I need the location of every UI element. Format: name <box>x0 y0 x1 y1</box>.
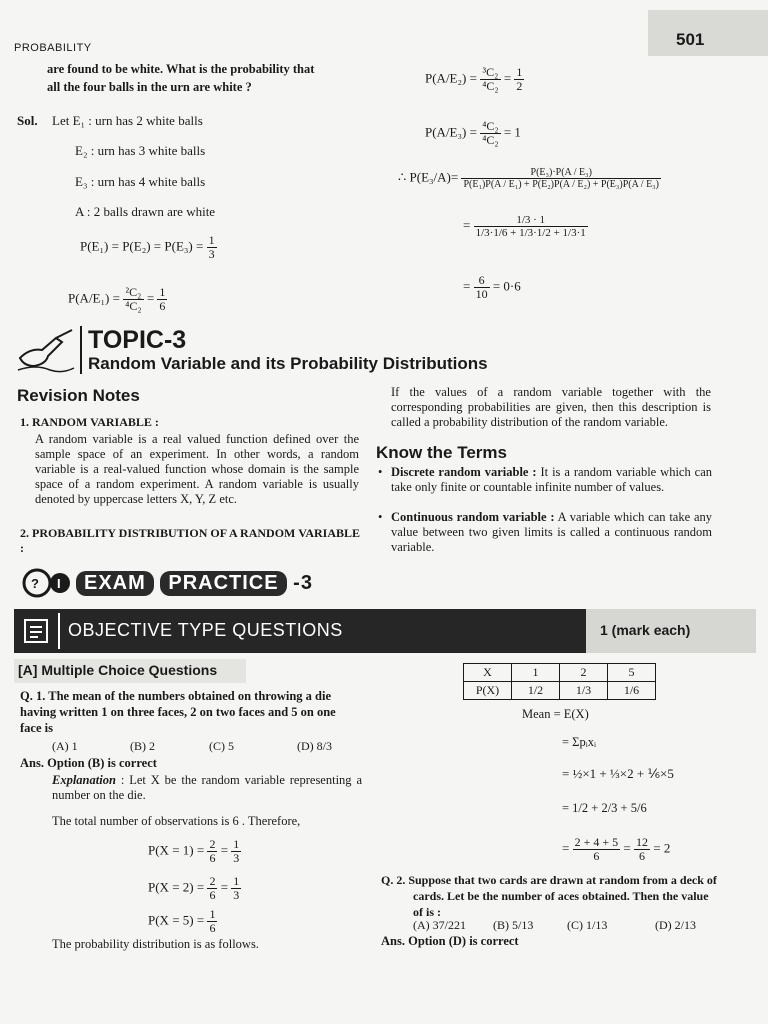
know-terms-heading: Know the Terms <box>376 443 507 462</box>
frac-num: 6 <box>474 274 490 288</box>
practice-label: PRACTICE <box>160 571 286 596</box>
equals: = <box>220 842 229 858</box>
distribution-follows: The probability distribution is as follows. <box>52 937 259 951</box>
mean-line: Mean = E(X) <box>522 707 589 721</box>
frac-num: 2 <box>209 874 216 888</box>
frac-num: 2 + 4 + 5 <box>574 835 619 849</box>
px1-frac <box>207 838 217 865</box>
page-number: 501 <box>676 30 705 49</box>
frac-num: ³C₂ <box>480 66 500 80</box>
bar-divider <box>58 613 60 649</box>
frac-den: 2 <box>516 79 523 94</box>
px5-frac <box>207 908 217 935</box>
event-e2: E₂ : urn has 3 white balls <box>75 143 206 158</box>
objective-bar-title: OBJECTIVE TYPE QUESTIONS <box>68 620 343 640</box>
frac-num: P(E₃)·P(A / E₃) <box>461 167 661 179</box>
bayes-step-2 <box>463 214 588 239</box>
explanation-label: Explanation <box>52 773 116 787</box>
frac-den: 3 <box>233 888 240 903</box>
exam-practice-badge-icon <box>22 568 72 598</box>
marks-label: 1 (mark each) <box>600 622 691 638</box>
bayes-step-3 <box>463 274 521 301</box>
bullet: • <box>378 465 383 479</box>
question-2: Q. 2. Suppose that two cards are drawn at random from a deck of cards. Let be the number of aces obtained. Then the value of is : <box>381 873 717 919</box>
bayes-fraction <box>461 167 661 190</box>
term-discrete-label: Discrete random variable : <box>391 465 537 479</box>
term-continuous <box>378 510 712 555</box>
option-b: (B) 5/13 <box>493 918 534 932</box>
frac-den: 6 <box>209 888 216 903</box>
px1-lhs: P(X = 1) = <box>148 842 205 858</box>
sum-line: = Σpᵢxᵢ <box>562 735 597 749</box>
equals: = <box>146 290 155 306</box>
mcq-heading: [A] Multiple Choice Questions <box>18 662 218 678</box>
frac-den: 3 <box>208 247 215 262</box>
exam-practice-title <box>76 571 313 596</box>
random-variable-text: A random variable is a real valued function defined over the sample space of an experiment. In other words, a random variable is a real-valued function whose domain is the sample space of a random experiment. A random variable is usually denoted by uppercase letters X, Y, Z etc. <box>35 432 359 506</box>
option-c: (C) 1/13 <box>567 918 608 932</box>
expand-line: = ½×1 + ⅓×2 + ⅙×5 <box>562 766 674 781</box>
px5-line <box>148 908 217 935</box>
frac-num: 1 <box>233 874 240 888</box>
event-e3: E₃ : urn has 4 white balls <box>75 174 206 189</box>
frac-den: 1/3·1/6 + 1/3·1/2 + 1/3·1 <box>475 227 586 240</box>
likelihood-e1-lhs: P(A/E₁) = <box>68 290 120 306</box>
frac-num: 1/3 · 1 <box>474 214 588 227</box>
exam-label: EXAM <box>76 571 154 596</box>
bayes-result: = 0·6 <box>492 278 521 294</box>
equals: = <box>220 879 229 895</box>
option-d: (D) 2/13 <box>655 918 696 932</box>
sum-fraction-line: = 1/2 + 2/3 + 5/6 <box>562 801 647 815</box>
page-number-box <box>648 10 768 56</box>
result-fraction <box>157 286 167 313</box>
event-a: A : 2 balls drawn are white <box>75 204 216 219</box>
distribution-table <box>463 663 656 700</box>
frac-den: 6 <box>209 921 216 936</box>
px5-lhs: P(X = 5) = <box>148 912 205 928</box>
answer-1: Ans. Option (B) is correct <box>20 756 157 770</box>
topic-divider <box>80 326 82 374</box>
svg-text:I: I <box>57 576 61 591</box>
comb-fraction <box>123 286 143 313</box>
table-cell: 2 <box>560 664 608 682</box>
result-fraction <box>514 66 524 93</box>
total-observations: The total number of observations is 6 . Therefore, <box>52 814 301 828</box>
table-cell: 1 <box>512 664 560 682</box>
frac-den: P(E₁)P(A / E₁) + P(E₂)P(A / E₂) + P(E₃)P(A / E₃) <box>463 179 659 190</box>
px2-frac <box>207 875 217 902</box>
random-variable-heading: 1. RANDOM VARIABLE : <box>20 415 159 429</box>
event-e1: Let E₁ : urn has 2 white balls <box>52 113 203 128</box>
equals: = <box>623 840 631 856</box>
prior-fraction <box>207 234 217 261</box>
question-1: Q. 1. The mean of the numbers obtained on throwing a die having written 1 on three faces, 2 on two faces and 5 on one face is <box>20 689 336 735</box>
frac-den: 3 <box>233 851 240 866</box>
frac-den: 10 <box>475 287 488 302</box>
bayes-lhs: ∴ P(E₃/A)= <box>398 169 459 185</box>
likelihood-e3-lhs: P(A/E₃) = <box>425 124 477 140</box>
likelihood-e3-rhs: = 1 <box>503 124 521 140</box>
likelihood-e3 <box>425 120 521 147</box>
answer-2: Ans. Option (D) is correct <box>381 934 519 948</box>
bullet: • <box>378 510 383 524</box>
frac-den: 6 <box>593 849 600 864</box>
px1-frac-reduced <box>231 838 241 865</box>
topic-title: TOPIC-3 <box>88 326 187 354</box>
equals: = <box>503 70 512 86</box>
final-result: = 2 <box>653 840 671 856</box>
frac-num: 1 <box>208 233 215 247</box>
table-row <box>464 682 656 700</box>
solution-label: Sol. <box>17 113 38 128</box>
likelihood-e1 <box>68 286 167 313</box>
frac-den: 6 <box>638 849 645 864</box>
prior-lhs: P(E₁) = P(E₂) = P(E₃) = <box>80 238 204 254</box>
comb-fraction <box>480 120 500 147</box>
explanation <box>52 773 362 803</box>
topic-subtitle: Random Variable and its Probability Distributions <box>88 354 488 373</box>
frac-num: 1 <box>209 907 216 921</box>
equals: = <box>463 217 471 233</box>
probability-distribution-heading: 2. PROBABILITY DISTRIBUTION OF A RANDOM VARIABLE : <box>20 526 360 555</box>
practice-number: -3 <box>293 572 313 594</box>
step-fraction <box>474 214 588 239</box>
frac-num: 12 <box>635 835 648 849</box>
likelihood-e2 <box>425 66 524 93</box>
revision-notes-heading: Revision Notes <box>17 386 140 405</box>
frac-num: ²C₂ <box>123 286 143 300</box>
svg-text:?: ? <box>31 576 39 591</box>
final-frac-2 <box>634 836 650 863</box>
frac-den: ⁴C₂ <box>482 79 499 94</box>
frac-den: 6 <box>209 851 216 866</box>
frac-num: 1 <box>159 285 166 299</box>
frac-num: ⁴C₂ <box>482 119 499 133</box>
prior-probabilities <box>80 234 217 261</box>
table-row <box>464 664 656 682</box>
option-a: (A) 1 <box>52 739 78 753</box>
option-b: (B) 2 <box>130 739 155 753</box>
frac-den: 6 <box>159 299 166 314</box>
notepad-icon <box>22 617 52 645</box>
frac-den: ⁴C₂ <box>482 133 499 148</box>
final-line <box>562 836 670 863</box>
px1-line <box>148 838 241 865</box>
comb-fraction <box>480 66 500 93</box>
probability-distribution-text: If the values of a random variable together with the corresponding probabilities are given, then this description is called a probability distribution of the random variable. <box>391 385 711 429</box>
term-discrete-text: It is a random variable which can take only finite or countable infinite number of values. <box>391 465 712 494</box>
table-cell: 1/3 <box>560 682 608 700</box>
px2-frac-reduced <box>231 875 241 902</box>
option-a: (A) 37/221 <box>413 918 466 932</box>
final-frac <box>573 836 621 863</box>
frac-den: ⁴C₂ <box>125 299 142 314</box>
frac-num: 1 <box>516 65 523 79</box>
step-fraction <box>474 274 490 301</box>
frac-num: 2 <box>209 837 216 851</box>
px2-line <box>148 875 241 902</box>
question-line-1: are found to be white. What is the probability that <box>47 62 315 76</box>
table-cell: 5 <box>608 664 656 682</box>
option-d: (D) 8/3 <box>297 739 332 753</box>
option-c: (C) 5 <box>209 739 234 753</box>
explanation-text: : Let X be the random variable representing a number on the die. <box>52 773 362 802</box>
question-line-2: all the four balls in the urn are white ? <box>47 80 252 94</box>
table-cell: 1/6 <box>608 682 656 700</box>
frac-num: 1 <box>233 837 240 851</box>
equals: = <box>562 840 570 856</box>
term-discrete <box>378 465 712 495</box>
equals: = <box>463 278 471 294</box>
px2-lhs: P(X = 2) = <box>148 879 205 895</box>
writing-hand-icon <box>16 328 78 374</box>
table-cell: 1/2 <box>512 682 560 700</box>
likelihood-e2-lhs: P(A/E₂) = <box>425 70 477 86</box>
table-cell: X <box>464 664 512 682</box>
bayes-formula <box>398 167 661 190</box>
table-cell: P(X) <box>464 682 512 700</box>
term-continuous-text: A variable which can take any value between two given limits is called a continuous random variable. <box>391 510 713 554</box>
term-continuous-label: Continuous random variable : <box>391 510 555 524</box>
running-header: PROBABILITY <box>14 42 92 54</box>
